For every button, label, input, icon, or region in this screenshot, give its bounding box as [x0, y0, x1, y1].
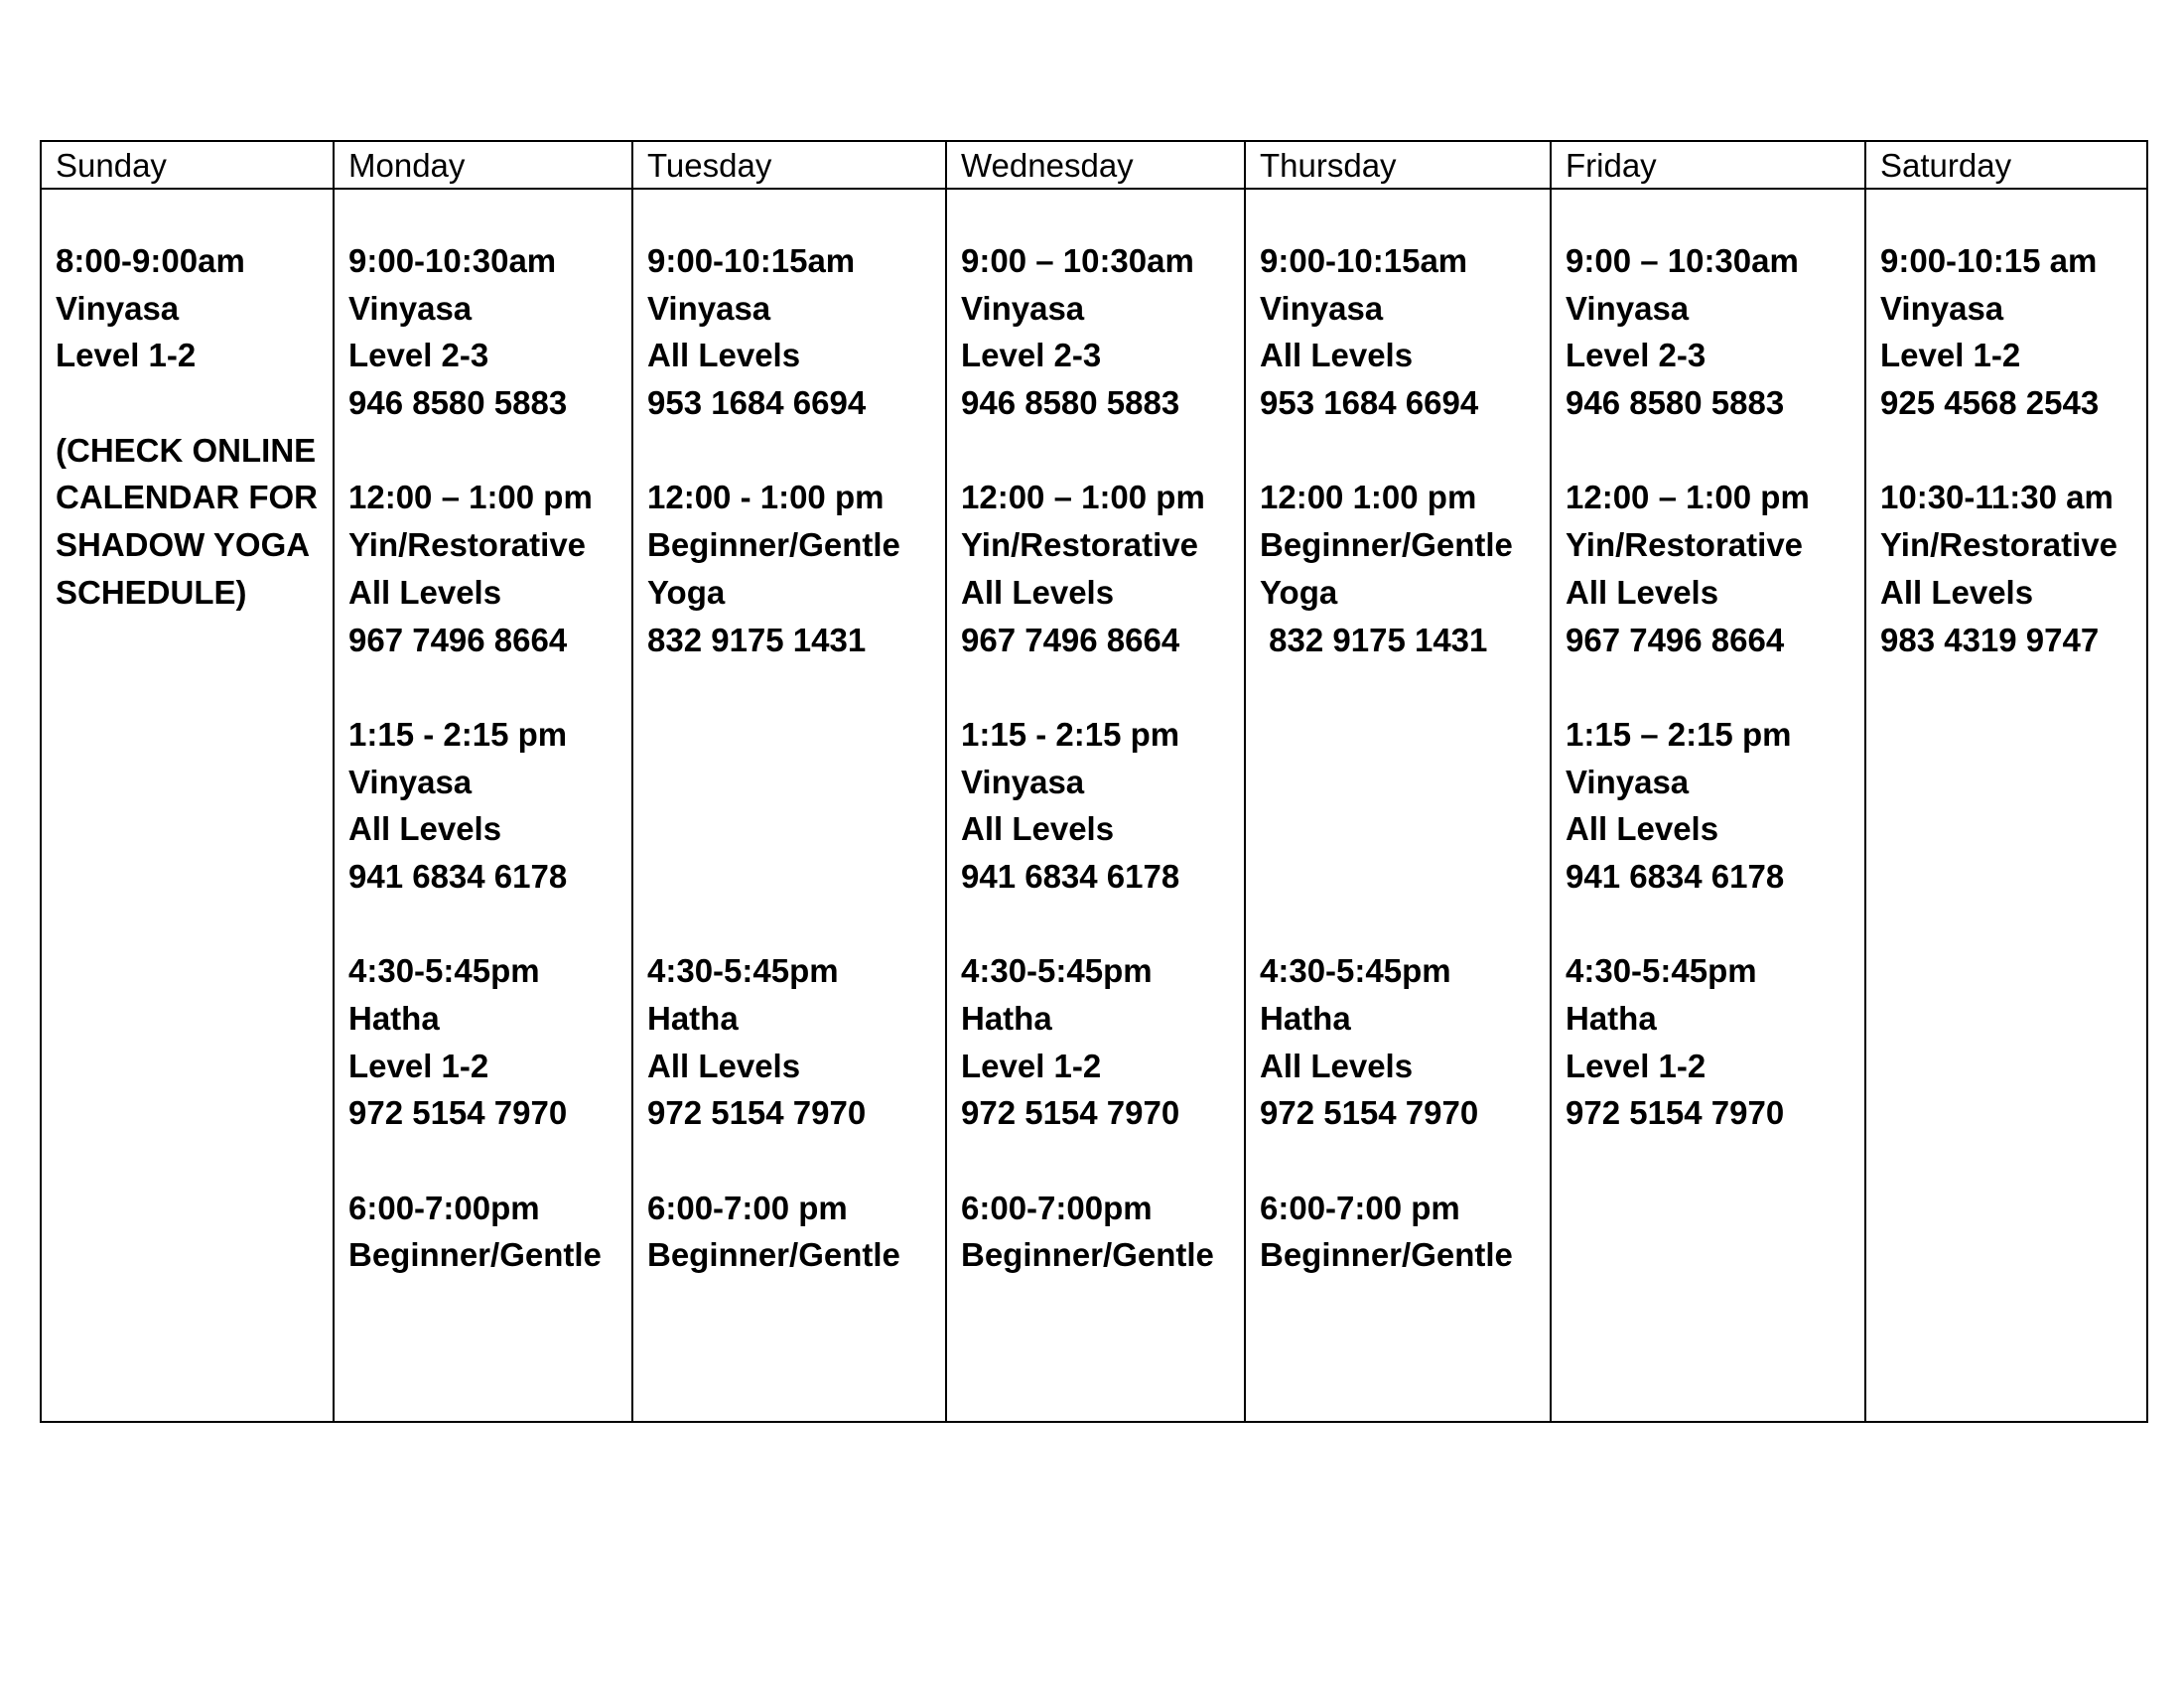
schedule-line: 6:00-7:00 pm — [1260, 1189, 1460, 1226]
schedule-line: 925 4568 2543 — [1880, 384, 2100, 422]
schedule-line: 832 9175 1431 — [647, 621, 867, 658]
schedule-line: Hatha — [1260, 1000, 1351, 1037]
schedule-line: Vinyasa — [1566, 763, 1690, 800]
schedule-line: CALENDAR FOR — [56, 479, 318, 516]
schedule-line: 6:00-7:00 pm — [647, 1189, 848, 1226]
schedule-line: Level 1-2 — [1880, 337, 2021, 374]
schedule-line: Yoga — [1260, 573, 1338, 611]
schedule-line: 983 4319 9747 — [1880, 621, 2100, 658]
schedule-line: 1:15 - 2:15 pm — [961, 715, 1180, 753]
schedule-spacer — [647, 1137, 945, 1185]
schedule-line: Vinyasa — [1880, 289, 2004, 327]
schedule-spacer — [1566, 427, 1864, 475]
schedule-line: Hatha — [647, 1000, 739, 1037]
day-column-sunday — [42, 190, 335, 1421]
schedule-line: Level 1-2 — [56, 337, 197, 374]
schedule-line: Vinyasa — [56, 289, 180, 327]
schedule-line: All Levels — [1260, 337, 1414, 374]
schedule-spacer — [647, 759, 945, 806]
weekly-schedule-table — [40, 140, 2148, 1423]
schedule-spacer — [961, 901, 1244, 948]
schedule-line: Beginner/Gentle — [1260, 526, 1513, 564]
schedule-line: Vinyasa — [647, 289, 771, 327]
day-column-thursday — [1246, 190, 1552, 1421]
schedule-line: Vinyasa — [348, 289, 473, 327]
schedule-line: 12:00 - 1:00 pm — [647, 479, 885, 516]
schedule-line: All Levels — [1880, 573, 2034, 611]
schedule-line: 972 5154 7970 — [647, 1094, 867, 1132]
schedule-line: 941 6834 6178 — [348, 857, 568, 895]
schedule-line: 1:15 – 2:15 pm — [1566, 715, 1792, 753]
schedule-line: Level 1-2 — [1566, 1047, 1706, 1084]
schedule-line: 946 8580 5883 — [348, 384, 568, 422]
schedule-line: 972 5154 7970 — [1566, 1094, 1785, 1132]
schedule-spacer — [348, 1137, 631, 1185]
schedule-line: 941 6834 6178 — [1566, 857, 1785, 895]
schedule-line: Hatha — [961, 1000, 1052, 1037]
schedule-line: 972 5154 7970 — [961, 1094, 1180, 1132]
schedule-line: 9:00-10:15am — [1260, 242, 1468, 279]
schedule-spacer — [348, 427, 631, 475]
schedule-line: 12:00 1:00 pm — [1260, 479, 1477, 516]
schedule-spacer — [348, 901, 631, 948]
day-column-monday — [335, 190, 633, 1421]
day-header-friday: Friday — [1552, 142, 1866, 190]
schedule-spacer — [348, 663, 631, 711]
day-column-saturday — [1866, 190, 2146, 1421]
schedule-line: 9:00-10:30am — [348, 242, 557, 279]
schedule-spacer — [647, 805, 945, 853]
schedule-line: (CHECK ONLINE — [56, 431, 317, 469]
schedule-line: SHADOW YOGA — [56, 526, 311, 564]
schedule-line: All Levels — [1566, 573, 1719, 611]
schedule-line: 9:00 – 10:30am — [1566, 242, 1799, 279]
schedule-spacer — [1260, 427, 1550, 475]
schedule-line: Yoga — [647, 573, 726, 611]
schedule-spacer — [1566, 663, 1864, 711]
schedule-line: 972 5154 7970 — [348, 1094, 568, 1132]
schedule-line: 4:30-5:45pm — [348, 952, 540, 990]
schedule-line: 12:00 – 1:00 pm — [1566, 479, 1810, 516]
schedule-spacer — [1260, 1137, 1550, 1185]
schedule-line: 9:00 – 10:30am — [961, 242, 1194, 279]
schedule-line: Level 2-3 — [348, 337, 489, 374]
schedule-line: Vinyasa — [961, 763, 1085, 800]
schedule-line: 953 1684 6694 — [1260, 384, 1479, 422]
schedule-line: 4:30-5:45pm — [961, 952, 1153, 990]
day-header-saturday: Saturday — [1866, 142, 2146, 190]
schedule-spacer — [1260, 901, 1550, 948]
schedule-line: Yin/Restorative — [1880, 526, 2118, 564]
schedule-line: All Levels — [647, 1047, 801, 1084]
schedule-line: 967 7496 8664 — [961, 621, 1180, 658]
schedule-line: 953 1684 6694 — [647, 384, 867, 422]
day-header-sunday: Sunday — [42, 142, 335, 190]
day-column-friday — [1552, 190, 1866, 1421]
schedule-line: 9:00-10:15am — [647, 242, 856, 279]
schedule-spacer — [1260, 853, 1550, 901]
schedule-spacer — [647, 711, 945, 759]
schedule-line: 12:00 – 1:00 pm — [348, 479, 593, 516]
schedule-spacer — [647, 901, 945, 948]
schedule-line: Yin/Restorative — [961, 526, 1199, 564]
schedule-line: Level 1-2 — [961, 1047, 1102, 1084]
schedule-line: 9:00-10:15 am — [1880, 242, 2098, 279]
schedule-line: All Levels — [961, 573, 1115, 611]
schedule-line: Vinyasa — [1260, 289, 1384, 327]
schedule-line: 832 9175 1431 — [1260, 621, 1488, 658]
day-header-thursday: Thursday — [1246, 142, 1552, 190]
schedule-line: 946 8580 5883 — [961, 384, 1180, 422]
schedule-line: Level 2-3 — [961, 337, 1102, 374]
schedule-spacer — [647, 853, 945, 901]
schedule-line: Beginner/Gentle — [647, 526, 900, 564]
schedule-spacer — [1260, 711, 1550, 759]
schedule-line: Vinyasa — [348, 763, 473, 800]
schedule-line: All Levels — [348, 573, 502, 611]
schedule-line: 6:00-7:00pm — [348, 1189, 540, 1226]
schedule-line: All Levels — [1260, 1047, 1414, 1084]
schedule-line: 946 8580 5883 — [1566, 384, 1785, 422]
schedule-line: Yin/Restorative — [1566, 526, 1804, 564]
schedule-line: SCHEDULE) — [56, 573, 247, 611]
schedule-line: 4:30-5:45pm — [647, 952, 839, 990]
schedule-line: All Levels — [1566, 810, 1719, 848]
day-header-tuesday: Tuesday — [633, 142, 947, 190]
schedule-line: 10:30-11:30 am — [1880, 479, 2114, 516]
schedule-line: Vinyasa — [961, 289, 1085, 327]
schedule-line: 6:00-7:00pm — [961, 1189, 1153, 1226]
schedule-spacer — [647, 427, 945, 475]
schedule-line: 4:30-5:45pm — [1566, 952, 1757, 990]
schedule-line: 4:30-5:45pm — [1260, 952, 1451, 990]
schedule-line: Beginner/Gentle — [647, 1236, 900, 1274]
schedule-spacer — [647, 663, 945, 711]
schedule-line: Beginner/Gentle — [961, 1236, 1214, 1274]
schedule-line: All Levels — [348, 810, 502, 848]
schedule-line: All Levels — [961, 810, 1115, 848]
schedule-spacer — [961, 663, 1244, 711]
day-column-tuesday — [633, 190, 947, 1421]
schedule-line: Hatha — [1566, 1000, 1657, 1037]
schedule-spacer — [961, 1137, 1244, 1185]
schedule-line: 972 5154 7970 — [1260, 1094, 1479, 1132]
schedule-spacer — [1260, 663, 1550, 711]
schedule-spacer — [961, 427, 1244, 475]
schedule-line: 967 7496 8664 — [348, 621, 568, 658]
schedule-line: Level 1-2 — [348, 1047, 489, 1084]
schedule-spacer — [56, 379, 333, 427]
schedule-line: Yin/Restorative — [348, 526, 587, 564]
schedule-line: 12:00 – 1:00 pm — [961, 479, 1205, 516]
day-header-wednesday: Wednesday — [947, 142, 1246, 190]
schedule-line: Level 2-3 — [1566, 337, 1706, 374]
schedule-line: 1:15 - 2:15 pm — [348, 715, 568, 753]
schedule-line: Beginner/Gentle — [1260, 1236, 1513, 1274]
schedule-line: 941 6834 6178 — [961, 857, 1180, 895]
schedule-line: All Levels — [647, 337, 801, 374]
schedule-spacer — [1566, 901, 1864, 948]
schedule-spacer — [1260, 805, 1550, 853]
schedule-line: 967 7496 8664 — [1566, 621, 1785, 658]
schedule-spacer — [1260, 759, 1550, 806]
day-header-monday: Monday — [335, 142, 633, 190]
schedule-line: Hatha — [348, 1000, 440, 1037]
schedule-spacer — [1880, 427, 2146, 475]
schedule-line: Beginner/Gentle — [348, 1236, 602, 1274]
schedule-line: Vinyasa — [1566, 289, 1690, 327]
day-column-wednesday — [947, 190, 1246, 1421]
schedule-line: 8:00-9:00am — [56, 242, 245, 279]
